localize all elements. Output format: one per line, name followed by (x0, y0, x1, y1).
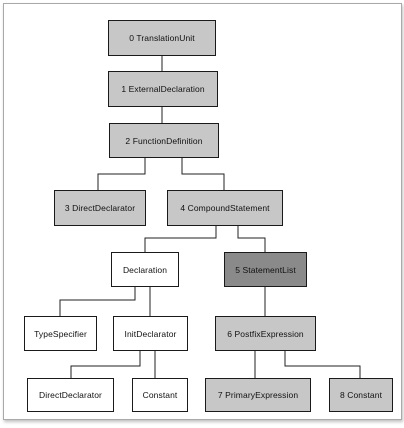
node-declaration: Declaration (111, 252, 179, 287)
node-constant-8: 8 Constant (329, 378, 393, 412)
node-postfix-expression: 6 PostfixExpression (215, 316, 316, 351)
node-init-declarator: InitDeclarator (113, 316, 188, 351)
node-external-declaration: 1 ExternalDeclaration (108, 71, 218, 107)
edge-initdecl-directdecl (71, 351, 140, 378)
node-constant: Constant (132, 378, 188, 412)
node-primary-expression: 7 PrimaryExpression (205, 378, 311, 412)
node-direct-declarator-3: 3 DirectDeclarator (54, 190, 146, 226)
node-direct-declarator: DirectDeclarator (27, 378, 114, 412)
edge-4-decl (145, 226, 216, 252)
edge-6-8 (285, 351, 360, 378)
node-function-definition: 2 FunctionDefinition (109, 123, 219, 158)
node-translation-unit: 0 TranslationUnit (108, 20, 216, 56)
edge-4-5 (238, 226, 265, 252)
node-type-specifier: TypeSpecifier (24, 316, 97, 351)
node-statement-list: 5 StatementList (224, 252, 307, 287)
edge-2-3 (98, 158, 145, 190)
edge-2-4 (182, 158, 224, 190)
node-compound-statement: 4 CompoundStatement (167, 190, 283, 226)
edge-decl-typespec (60, 287, 135, 316)
